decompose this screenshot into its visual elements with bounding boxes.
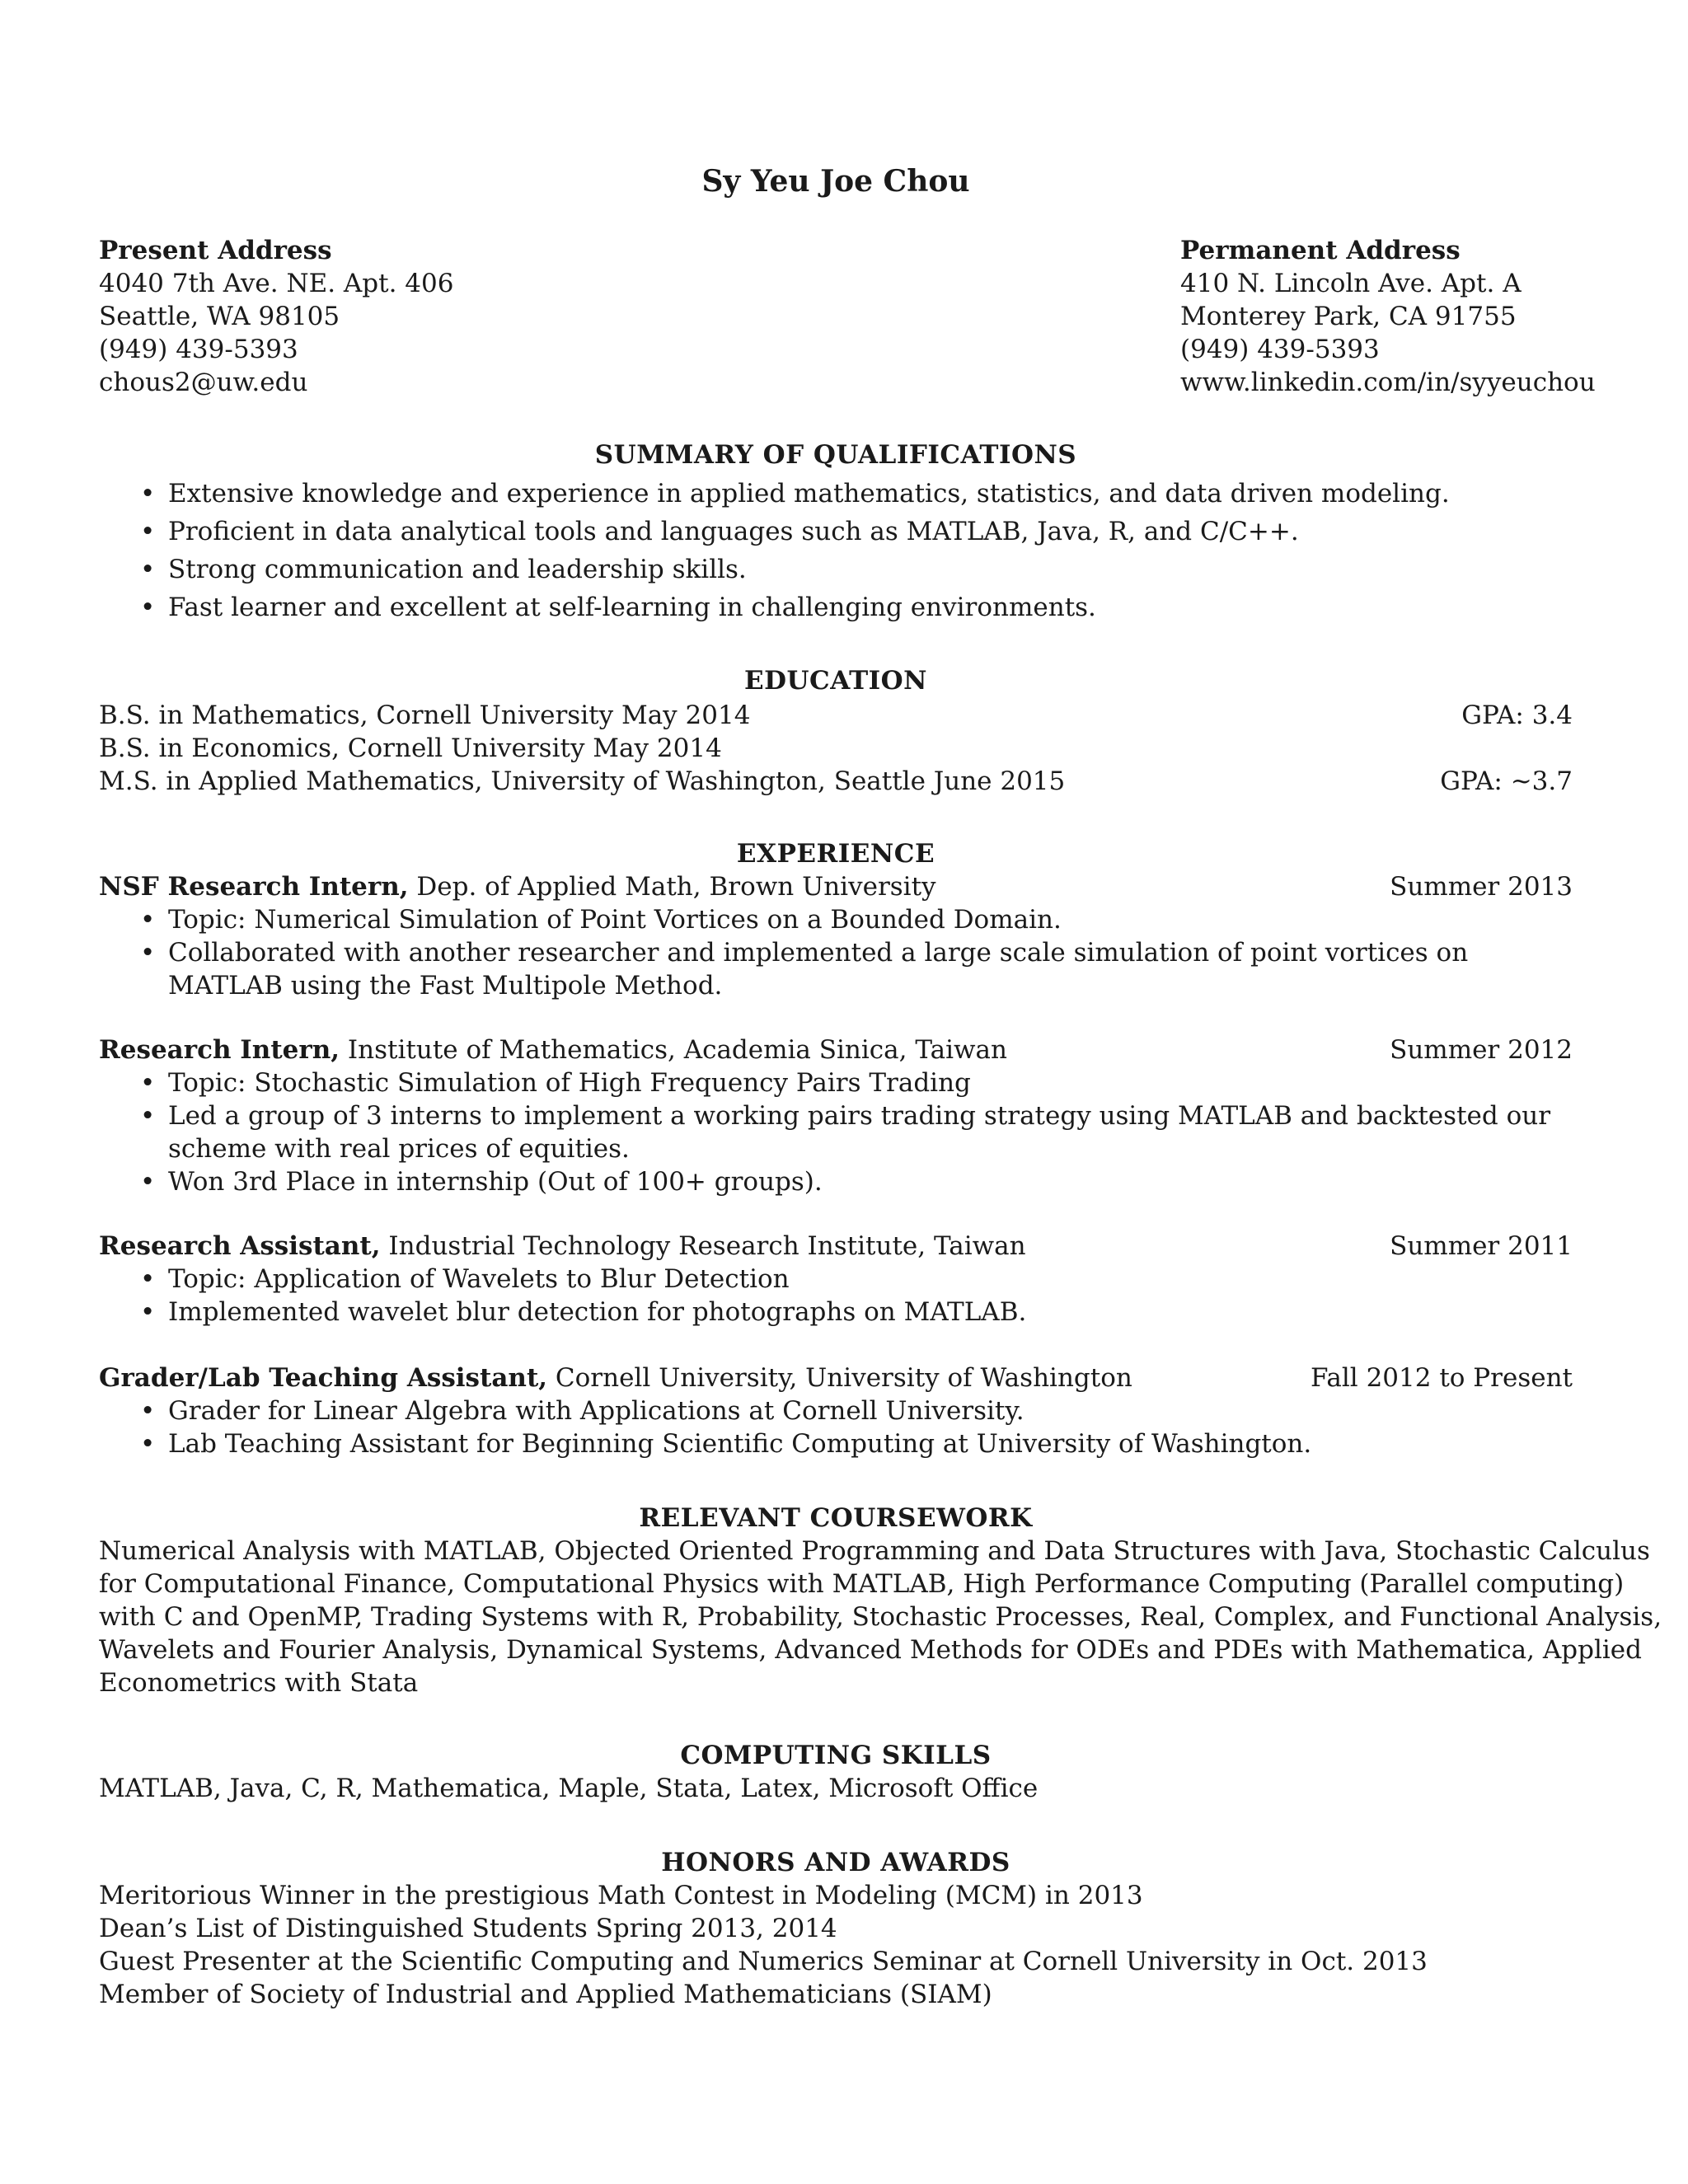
experience-entry [99, 1033, 1573, 1198]
present-address-line: 4040 7th Ave. NE. Apt. 406 [99, 269, 454, 298]
present-address [99, 234, 453, 399]
honor-item: Dean’s List of Distinguished Students Spring 2013, 2014 [99, 1914, 837, 1943]
experience-header [99, 1033, 1573, 1066]
skills-text: MATLAB, Java, C, R, Mathematica, Maple, Stata, Latex, Microsoft Office [99, 1774, 1039, 1803]
experience-role: Grader/Lab Teaching Assistant, [99, 1363, 548, 1393]
permanent-address-heading: Permanent Address [1180, 236, 1461, 265]
experience-role: NSF Research Intern, [99, 872, 409, 902]
skills-title: COMPUTING SKILLS [680, 1741, 992, 1770]
present-address-email[interactable]: chous2@uw.edu [99, 368, 308, 397]
summary-item: • Extensive knowledge and experience in applied mathematics, statistics, and data driven modeling. [99, 475, 1573, 513]
education-degree: M.S. in Applied Mathematics, University of Washington, Seattle June 2015 [99, 766, 1066, 796]
experience-org: Dep. of Applied Math, Brown University [416, 872, 936, 902]
coursework-line: for Computational Finance, Computational Physics with MATLAB, High Performance Computing (Parallel computing) [99, 1569, 1625, 1599]
present-address-phone: (949) 439-5393 [99, 335, 298, 364]
honor-item: Meritorious Winner in the prestigious Math Contest in Modeling (MCM) in 2013 [99, 1881, 1143, 1910]
honors-title: HONORS AND AWARDS [661, 1848, 1010, 1877]
summary-title: SUMMARY OF QUALIFICATIONS [594, 440, 1077, 470]
permanent-address [1180, 234, 1596, 399]
experience-date: Fall 2012 to Present [1311, 1363, 1573, 1393]
honors-section [99, 1879, 1573, 2011]
experience-bullet: • Topic: Application of Wavelets to Blur Detection [99, 1263, 1573, 1296]
experience-bullet: • Led a group of 3 interns to implement a working pairs trading strategy using MATLAB and backtested our scheme with real prices of equities. [99, 1099, 1573, 1165]
experience-bullet: • Collaborated with another researcher and implemented a large scale simulation of point vortices on MATLAB using the Fast Multipole Method. [99, 936, 1573, 1002]
experience-date: Summer 2011 [1390, 1231, 1573, 1261]
experience-role: Research Intern, [99, 1035, 340, 1065]
summary-item: • Strong communication and leadership skills. [99, 551, 1573, 588]
education-section [99, 699, 1573, 798]
experience-bullet: • Grader for Linear Algebra with Applications at Cornell University. [99, 1394, 1573, 1427]
education-row [99, 699, 1573, 732]
coursework-line: with C and OpenMP, Trading Systems with R, Probability, Stochastic Processes, Real, Complex, and Functional Analysis, [99, 1602, 1662, 1632]
education-gpa: GPA: ~3.7 [1440, 766, 1573, 796]
coursework-title: RELEVANT COURSEWORK [639, 1503, 1033, 1533]
resume-name: Sy Yeu Joe Chou [701, 164, 970, 199]
present-address-heading: Present Address [99, 236, 332, 265]
summary-item: • Fast learner and excellent at self-learning in challenging environments. [99, 588, 1573, 626]
experience-title: EXPERIENCE [736, 839, 935, 869]
summary-item: • Proficient in data analytical tools and languages such as MATLAB, Java, R, and C/C++. [99, 513, 1573, 551]
summary-section [99, 475, 1573, 626]
permanent-address-line: Monterey Park, CA 91755 [1180, 302, 1517, 331]
education-degree: B.S. in Economics, Cornell University May 2014 [99, 733, 722, 763]
experience-bullet: • Topic: Stochastic Simulation of High Frequency Pairs Trading [99, 1066, 1573, 1099]
experience-entry [99, 1361, 1573, 1460]
experience-org: Institute of Mathematics, Academia Sinica, Taiwan [347, 1035, 1007, 1065]
experience-org: Cornell University, University of Washington [555, 1363, 1132, 1393]
education-row [99, 732, 1573, 765]
permanent-address-phone: (949) 439-5393 [1180, 335, 1380, 364]
experience-header [99, 1361, 1573, 1394]
coursework-section [99, 1535, 1662, 1699]
present-address-line: Seattle, WA 98105 [99, 302, 340, 331]
education-degree: B.S. in Mathematics, Cornell University May 2014 [99, 701, 751, 730]
permanent-address-line: 410 N. Lincoln Ave. Apt. A [1180, 269, 1522, 298]
education-gpa: GPA: 3.4 [1461, 701, 1573, 730]
experience-entry [99, 870, 1573, 1002]
experience-org: Industrial Technology Research Institute, Taiwan [388, 1231, 1026, 1261]
experience-bullet: • Won 3rd Place in internship (Out of 100+ groups). [99, 1165, 1573, 1198]
coursework-line: Wavelets and Fourier Analysis, Dynamical Systems, Advanced Methods for ODEs and PDEs with Mathematica, Applied [99, 1635, 1642, 1665]
experience-date: Summer 2012 [1390, 1035, 1573, 1065]
honor-item: Guest Presenter at the Scientific Computing and Numerics Seminar at Cornell University in Oct. 2013 [99, 1947, 1428, 1976]
honor-item: Member of Society of Industrial and Applied Mathematicians (SIAM) [99, 1980, 992, 2009]
experience-date: Summer 2013 [1390, 872, 1573, 902]
experience-entry [99, 1230, 1573, 1329]
education-row [99, 765, 1573, 798]
experience-header [99, 1230, 1573, 1263]
experience-header [99, 870, 1573, 903]
experience-bullet: • Topic: Numerical Simulation of Point Vortices on a Bounded Domain. [99, 903, 1573, 936]
permanent-address-linkedin[interactable]: www.linkedin.com/in/syyeuchou [1180, 368, 1596, 397]
experience-bullet: • Lab Teaching Assistant for Beginning Scientific Computing at University of Washington. [99, 1427, 1573, 1460]
experience-role: Research Assistant, [99, 1231, 381, 1261]
education-title: EDUCATION [744, 666, 927, 696]
coursework-line: Econometrics with Stata [99, 1668, 419, 1698]
coursework-line: Numerical Analysis with MATLAB, Objected Oriented Programming and Data Structures with Java, Stochastic Calculus [99, 1536, 1650, 1566]
experience-bullet: • Implemented wavelet blur detection for photographs on MATLAB. [99, 1296, 1573, 1329]
